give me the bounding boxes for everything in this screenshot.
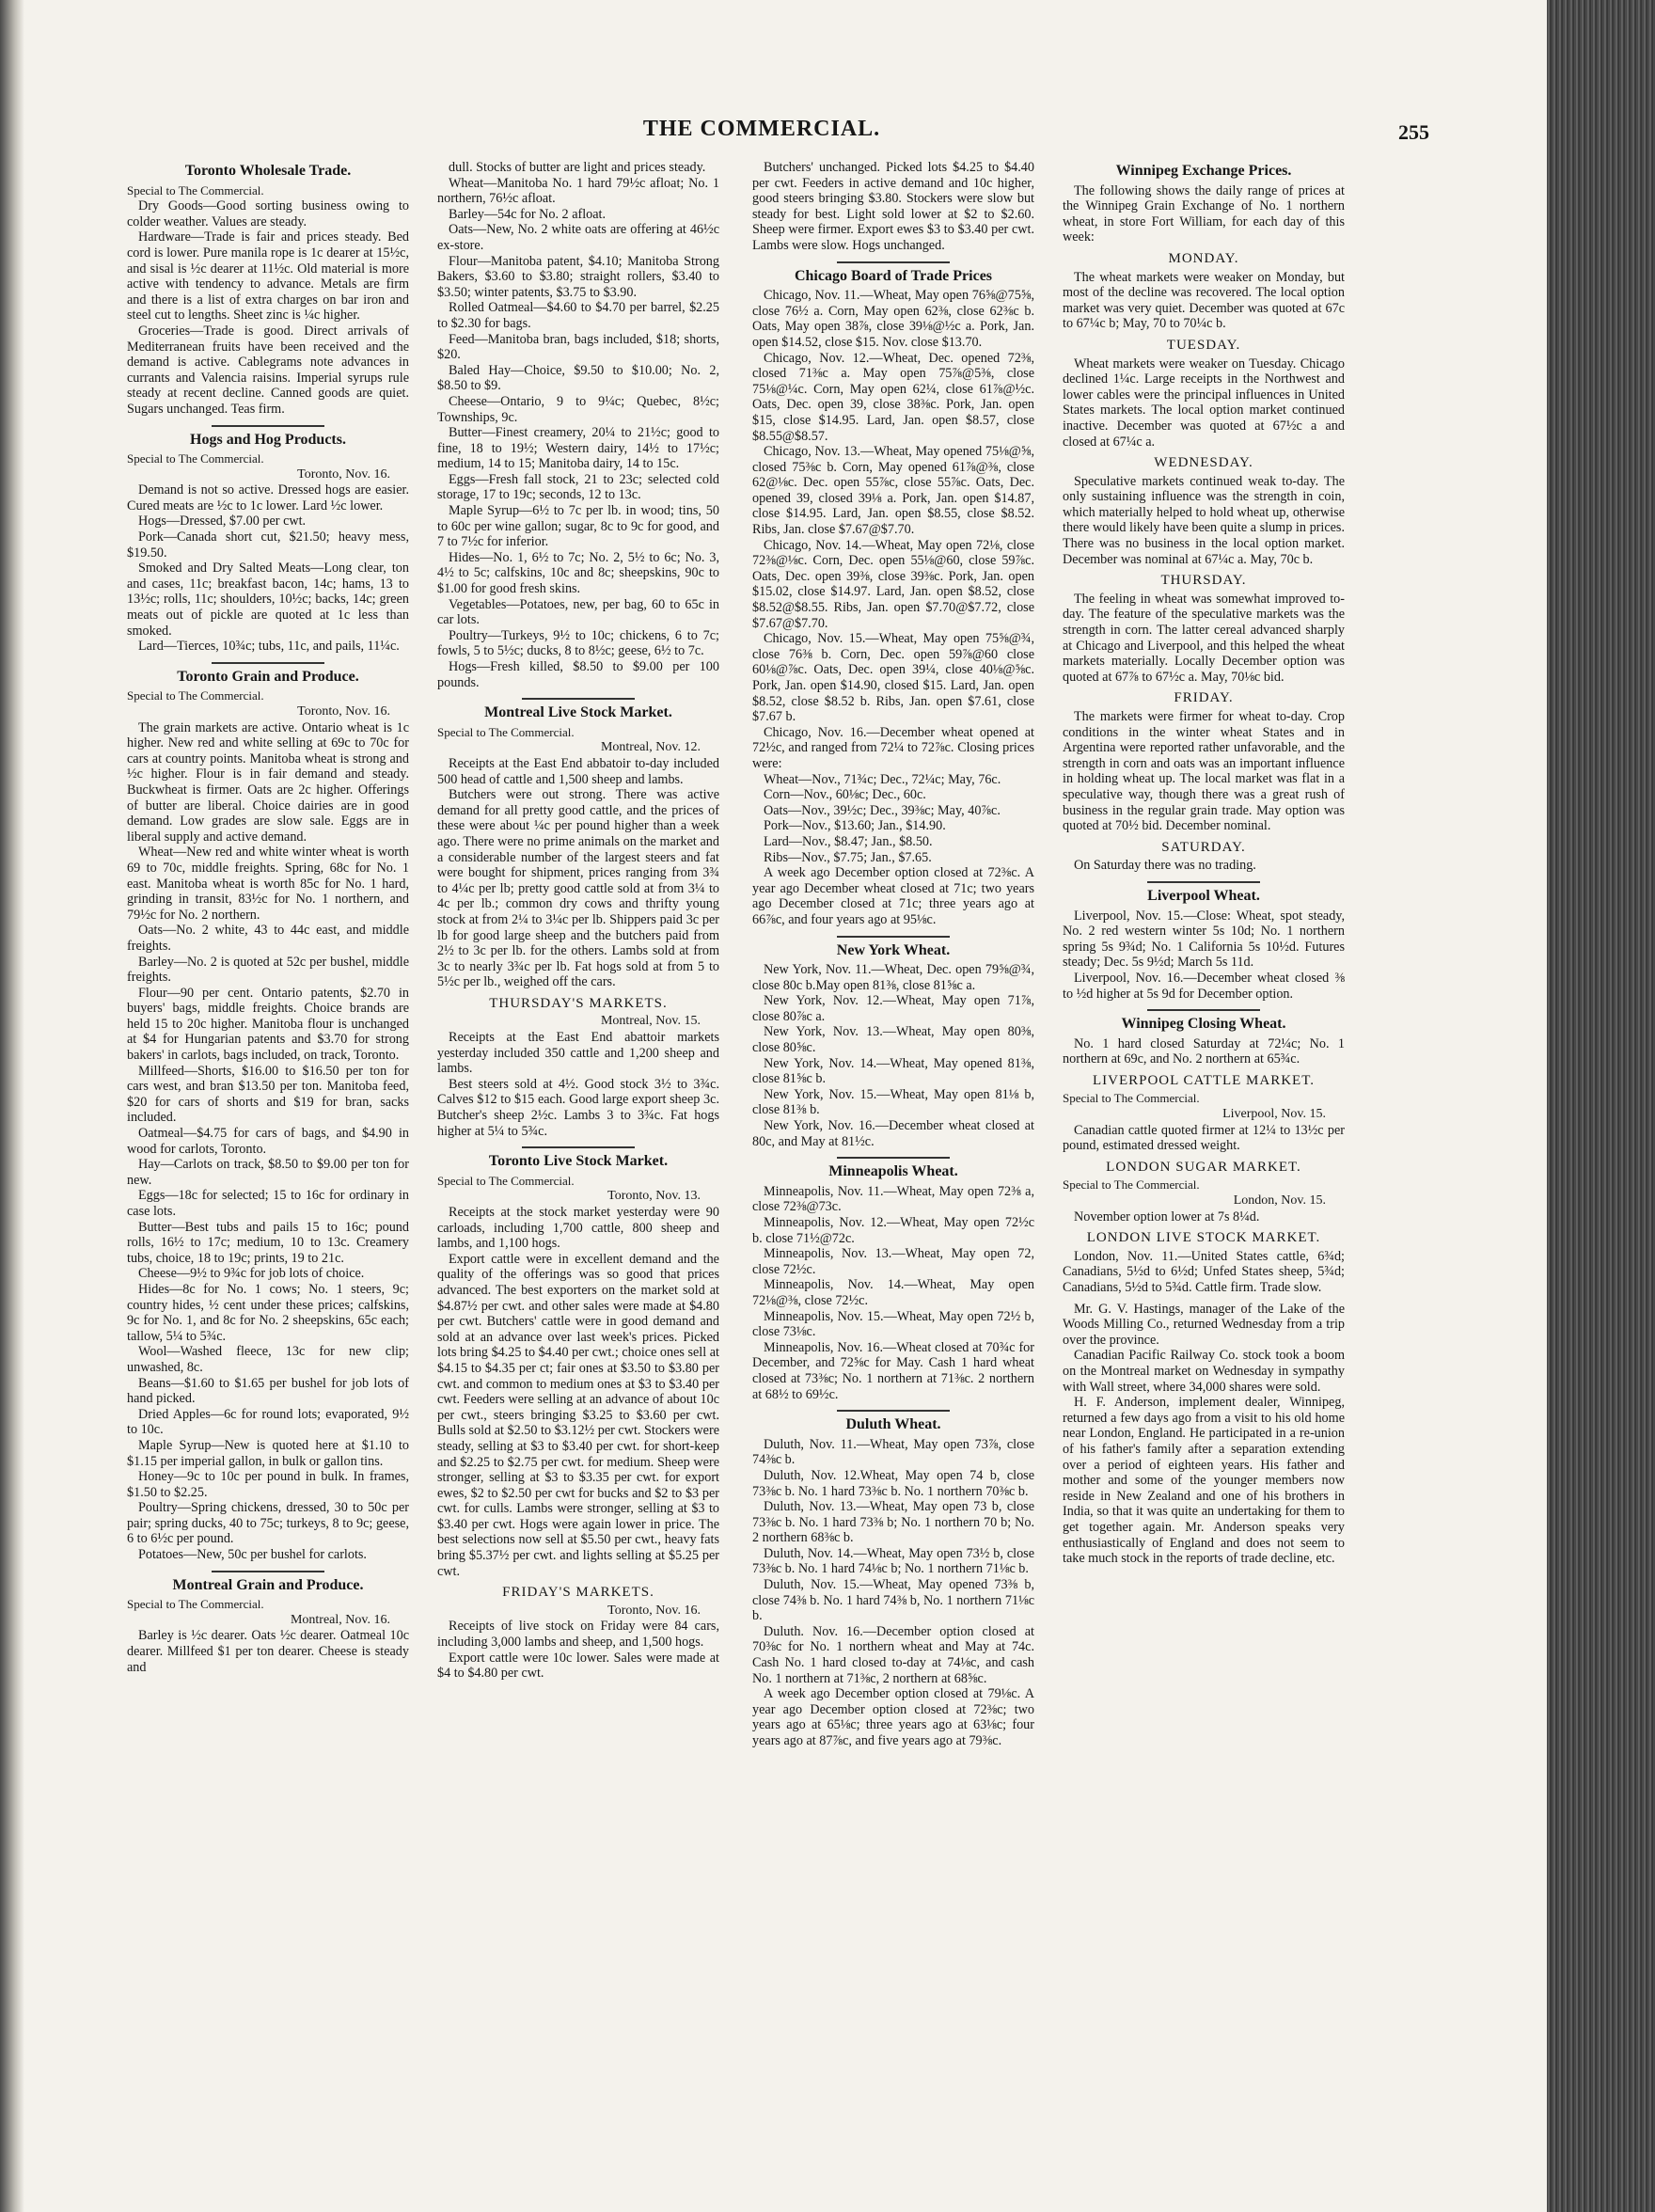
article [1063, 1302, 1345, 1567]
paragraph: Pork—Canada short cut, $21.50; heavy mess, $19.50. [127, 529, 409, 561]
paragraph: Baled Hay—Choice, $9.50 to $10.00; No. 2, $8.50 to $9. [437, 362, 719, 394]
byline: Special to The Commercial. [127, 451, 264, 466]
paragraph: Eggs—18c for selected; 15 to 16c for ordinary in case lots. [127, 1188, 409, 1219]
article [437, 996, 719, 1139]
article [752, 1164, 1034, 1402]
byline: Special to The Commercial. [127, 688, 264, 703]
paragraph: Honey—9c to 10c per pound in bulk. In frames, $1.50 to $2.25. [127, 1469, 409, 1500]
paragraph: Liverpool, Nov. 16.—December wheat closed ⅜ to ½d higher at 5s 9d for December option. [1063, 970, 1345, 1002]
article [1063, 455, 1345, 567]
column-3 [752, 160, 1034, 2172]
paragraph: Minneapolis, Nov. 14.—Wheat, May open 72⅛@⅜, close 72½c. [752, 1277, 1034, 1308]
paragraph: Hay—Carlots on track, $8.50 to $9.00 per ton for new. [127, 1157, 409, 1188]
column-rule [522, 1146, 635, 1148]
article-headline: Montreal Live Stock Market. [484, 704, 672, 721]
paragraph: Beans—$1.60 to $1.65 per bushel for job lots of hand picked. [127, 1375, 409, 1407]
article [127, 670, 409, 1563]
byline: Special to The Commercial. [1063, 1091, 1200, 1106]
paragraph: Minneapolis, Nov. 15.—Wheat, May open 72½ b, close 73⅛c. [752, 1308, 1034, 1340]
paragraph: Lard—Tierces, 10¾c; tubs, 11c, and pails, 11¼c. [138, 639, 400, 655]
article-headline: New York Wheat. [836, 941, 951, 958]
dateline: Montreal, Nov. 16. [290, 1612, 390, 1627]
paragraph: Dried Apples—6c for round lots; evaporated, 9½ to 10c. [127, 1406, 409, 1438]
byline: Special to The Commercial. [1063, 1177, 1200, 1193]
paragraph: Flour—Manitoba patent, $4.10; Manitoba Strong Bakers, $3.60 to $3.80; straight rollers, $3.40 to $3.50; winter patents, $3.75 to $3.90. [437, 253, 719, 300]
column-rule [1147, 881, 1260, 883]
paragraph: Oatmeal—$4.75 for cars of bags, and $4.90 in wood for carlots, Toronto. [127, 1126, 409, 1157]
paragraph: New York, Nov. 12.—Wheat, May open 71⅞, close 80⅞c a. [752, 993, 1034, 1024]
article-headline: Chicago Board of Trade Prices [794, 267, 993, 284]
paragraph: Minneapolis, Nov. 12.—Wheat, May open 72½c b. close 71½@72c. [752, 1215, 1034, 1246]
dateline: Toronto, Nov. 16. [297, 466, 390, 482]
running-head: THE COMMERCIAL. [642, 117, 881, 141]
paragraph: The feeling in wheat was somewhat improved to-day. The feature of the speculative markets was the strength in corn. The latter cereal advanced sharply at Chicago and Liverpool, and this helped the wheat markets materially. Locally December option was quoted at 67⅞ to 67½c a. May, 70⅛c bid. [1063, 591, 1345, 685]
column-rule [212, 425, 324, 427]
article-headline: Duluth Wheat. [845, 1416, 941, 1433]
article-headline: Toronto Grain and Produce. [177, 668, 359, 685]
byline: Special to The Commercial. [437, 1173, 575, 1188]
paragraph: Potatoes—New, 50c per bushel for carlots. [138, 1547, 367, 1563]
column-rule [1147, 1009, 1260, 1011]
paragraph: Wheat—Manitoba No. 1 hard 79½c afloat; No. 1 northern, 76½c afloat. [437, 175, 719, 207]
paragraph: Butter—Best tubs and pails 15 to 16c; pound rolls, 16½ to 17c; medium, 10 to 13c. Creamery tubs, choice, 18 to 19c; prints, 19 to 21c. [127, 1219, 409, 1266]
paragraph: The wheat markets were weaker on Monday, but most of the decline was recovered. The local option market was very quiet. December was quoted at 67c to 67¼c b; May, 70 to 70¼c b. [1063, 269, 1345, 332]
article [437, 160, 719, 690]
article-headline: Minneapolis Wheat. [828, 1163, 958, 1180]
paragraph: Barley is ½c dearer. Oats ½c dearer. Oatmeal 10c dearer. Millfeed $1 per ton dearer. Cheese is steady and [127, 1628, 409, 1675]
paragraph: Oats—Nov., 39½c; Dec., 39⅜c; May, 40⅞c. [764, 802, 1001, 818]
paragraph: Vegetables—Potatoes, new, per bag, 60 to 65c in car lots. [437, 596, 719, 628]
dateline: Montreal, Nov. 15. [600, 1014, 701, 1029]
section-subhead: THURSDAY. [1160, 573, 1247, 589]
column-rule [837, 1410, 950, 1412]
paragraph: Smoked and Dry Salted Meats—Long clear, ton and cases, 11c; breakfast bacon, 14c; hams, 13 to 13½c; rolls, 11c; shoulders, 10½c; backs, 14c; green meats out of pickle are quoted at 1c less than smoked. [127, 561, 409, 639]
paragraph: No. 1 hard closed Saturday at 72¼c; No. 1 northern at 69c, and No. 2 northern at 65¾c. [1063, 1035, 1345, 1067]
paragraph: Demand is not so active. Dressed hogs are easier. Cured meats are ½c to 1c lower. Lard ½c lower. [127, 482, 409, 514]
paragraph: Dry Goods—Good sorting business owing to colder weather. Values are steady. [127, 198, 409, 229]
paragraph: Chicago, Nov. 11.—Wheat, May open 76⅝@75⅝, close 76½ a. Corn, May open 62⅜, close 62⅜c b. Oats, May open 38⅞, close 39⅛@½c a. Pork, Jan. open $14.52, close $15. Nov. close $13.70. [752, 288, 1034, 350]
paragraph: On Saturday there was no trading. [1074, 858, 1256, 874]
paragraph: Receipts of live stock on Friday were 84 cars, including 3,000 lambs and sheep, and 1,500 hogs. [437, 1619, 719, 1651]
article-headline: Winnipeg Exchange Prices. [1115, 163, 1292, 179]
paragraph: Chicago, Nov. 13.—Wheat, May opened 75⅛@⅝, closed 75⅜c b. Corn, May opened 61⅞@⅜, close 62@⅛c. Dec. open 55⅞c, close 55⅞c. Oats, Dec. opened 39, closed 39⅛ a. Pork, Jan. open $14.87, close $14.95. Lard, Jan. open $8.55, close $8.52. Ribs, Jan. close $7.67@$7.70. [752, 444, 1034, 538]
paragraph: Best steers sold at 4½. Good stock 3½ to 3¾c. Calves $12 to $15 each. Good large export sheep 3c. Butcher's sheep 2½c. Lambs 3 to 3¾c. Fat hogs higher at 5¼ to 5¾c. [437, 1076, 719, 1139]
paragraph: Maple Syrup—6½ to 7c per lb. in wood; tins, 50 to 60c per wine gallon; sugar, 8c to 9c for good, and 7 to 7½c for inferior. [437, 503, 719, 550]
paragraph: Minneapolis, Nov. 11.—Wheat, May open 72⅜ a, close 72⅜@73c. [752, 1183, 1034, 1215]
column-2 [437, 160, 719, 2172]
paragraph: Hogs—Dressed, $7.00 per cwt. [138, 514, 307, 529]
paragraph: Wheat—Nov., 71¾c; Dec., 72¼c; May, 76c. [764, 771, 1001, 787]
article [127, 433, 409, 655]
paragraph: Barley—No. 2 is quoted at 52c per bushel, middle freights. [127, 954, 409, 986]
dateline: Montreal, Nov. 12. [600, 740, 701, 755]
article [437, 705, 719, 990]
column-1 [127, 160, 409, 2172]
article-headline: Hogs and Hog Products. [190, 431, 346, 448]
column-rule [212, 1571, 324, 1572]
column-rule [837, 936, 950, 938]
paragraph: New York, Nov. 15.—Wheat, May open 81⅛ b, close 81⅜ b. [752, 1086, 1034, 1118]
paragraph: A week ago December option closed at 72⅜c. A year ago December wheat closed at 71c; two years ago December closed at 71c; three years ago at 66⅞c, and four years ago at 95⅛c. [752, 865, 1034, 927]
paragraph: Maple Syrup—New is quoted here at $1.10 to $1.15 per imperial gallon, in bulk or gallon tins. [127, 1437, 409, 1469]
paragraph: Poultry—Turkeys, 9½ to 10c; chickens, 6 to 7c; fowls, 5 to 5½c; ducks, 8 to 8½c; geese, 6½ to 7c. [437, 627, 719, 659]
article [1063, 573, 1345, 685]
paragraph: Duluth, Nov. 11.—Wheat, May open 73⅞, close 74⅜c b. [752, 1436, 1034, 1468]
paragraph: Lard—Nov., $8.47; Jan., $8.50. [764, 833, 933, 849]
byline: Special to The Commercial. [127, 1597, 264, 1612]
article [1063, 690, 1345, 833]
article [752, 160, 1034, 254]
paragraph: Hides—No. 1, 6½ to 7c; No. 2, 5½ to 6c; No. 3, 4½ to 5c; calfskins, 10c and 8c; sheepskins, 90c to $1.00 for good fresh skins. [437, 549, 719, 597]
paragraph: Butchers were out strong. There was active demand for all pretty good cattle, and the prices of these were about ¼c per pound higher than a week ago. There were no prime animals on the market and a considerable number of the largest steers and fat were bought for shipment, prices ranging from 3¾ to 4¼c per lb; pretty good cattle sold at from 3¼ to 4c per lb.; common dry cows and thrifty young stock at from 2¼ to 3¼c per lb. Shippers paid 3c per lb for good large sheep and the butchers paid from 2½ to 3c per lb. for the others. Lambs sold at from 3c to nearly 3¾c per lb. Fat hogs sold at from 5 to 5½c per lb., weighed off the cars. [437, 787, 719, 990]
article [752, 1417, 1034, 1748]
paragraph: Butchers' unchanged. Picked lots $4.25 to $4.40 per cwt. Feeders in active demand and 10c higher, good steers bringing $3.80. Stockers were slow but steady for best. Light sold lower at $2 to $2.60. Sheep were firmer. Export ewes $3 to $3.40 per cwt. Lambs were slow. Hogs unchanged. [752, 160, 1034, 253]
article [1063, 840, 1345, 874]
article-headline: Toronto Live Stock Market. [488, 1153, 669, 1170]
paragraph: New York, Nov. 13.—Wheat, May open 80⅜, close 80⅝c. [752, 1024, 1034, 1056]
article [1063, 1073, 1345, 1154]
paragraph: Minneapolis, Nov. 16.—Wheat closed at 70¾c for December, and 72⅝c for May. Cash 1 hard wheat closed at 73⅜c; No. 1 northern at 71⅜c. 2 northern at 68½ to 69½c. [752, 1339, 1034, 1402]
paragraph: Eggs—Fresh fall stock, 21 to 23c; selected cold storage, 17 to 19c; seconds, 12 to 13c. [437, 471, 719, 503]
section-subhead: LONDON SUGAR MARKET. [1106, 1159, 1301, 1175]
paragraph: Receipts at the East End abbatoir to-day included 500 head of cattle and 1,500 sheep and lambs. [437, 755, 719, 787]
paragraph: Canadian Pacific Railway Co. stock took a boom on the Montreal market on Wednesday in sympathy with Wall street, where 34,000 shares were sold. [1063, 1348, 1345, 1395]
article [752, 269, 1034, 928]
section-subhead: LONDON LIVE STOCK MARKET. [1086, 1230, 1321, 1246]
byline: Special to The Commercial. [127, 182, 264, 198]
book-page-edges [1547, 0, 1655, 2212]
page-header [94, 117, 1429, 154]
paragraph: Chicago, Nov. 12.—Wheat, Dec. opened 72⅜, closed 71⅜c a. May open 75⅞@5⅜, close 75⅛@¼c. Corn, May open 62¼, close 61⅞@½c. Oats, Dec. open 39, close 38⅜c. Pork, Jan. open $15, close $14.95. Lard, Jan. open $8.57, close $8.55@$8.57. [752, 350, 1034, 444]
paragraph: Groceries—Trade is good. Direct arrivals of Mediterranean fruits have been received and the demand is active. Cablegrams note advances in currants and Valencia raisins. Imperial syrups rule steady at recent decline. Canned goods are quiet. Sugars unchanged. Teas firm. [127, 323, 409, 417]
paragraph: Butter—Finest creamery, 20¼ to 21½c; good to fine, 18 to 19½; Western dairy, 14½ to 17½c; medium, 14 to 15; Manitoba dairy, 14 to 15c. [437, 425, 719, 472]
section-subhead: MONDAY. [1168, 250, 1239, 266]
article [1063, 1160, 1345, 1224]
column-rule [212, 662, 324, 664]
paragraph: Wheat markets were weaker on Tuesday. Chicago declined 1¼c. Large receipts in the Northwest and lower cables were the principal influences in United States markets. The local option market continued inactive. December was quoted at 67½c a and closed at 67¼c a. [1063, 356, 1345, 450]
paragraph: Chicago, Nov. 16.—December wheat opened at 72½c, and ranged from 72¼ to 72⅞c. Closing prices were: [752, 724, 1034, 771]
paragraph: Feed—Manitoba bran, bags included, $18; shorts, $20. [437, 331, 719, 363]
paragraph: Duluth. Nov. 16.—December option closed at 70⅜c for No. 1 northern wheat and May at 74c. Cash No. 1 hard closed to-day at 74⅛c, and cash No. 1 northern at 71⅜c, 2 northern at 68⅝c. [752, 1623, 1034, 1686]
dateline: Toronto, Nov. 16. [607, 1603, 701, 1618]
section-subhead: TUESDAY. [1166, 337, 1241, 353]
paragraph: dull. Stocks of butter are light and prices steady. [449, 160, 706, 175]
paragraph: Receipts at the East End abattoir markets yesterday included 350 cattle and 1,200 sheep and lambs. [437, 1030, 719, 1077]
paragraph: Export cattle were 10c lower. Sales were made at $4 to $4.80 per cwt. [437, 1650, 719, 1682]
article [1063, 338, 1345, 450]
dateline: Toronto, Nov. 13. [607, 1189, 701, 1204]
paragraph: Millfeed—Shorts, $16.00 to $16.50 per ton for cars west, and bran $13.50 per ton. Manitoba feed, $20 for cars of shorts and $19 for bran, sacks included. [127, 1063, 409, 1126]
article [1063, 251, 1345, 332]
paragraph: Receipts at the stock market yesterday were 90 carloads, including 1,700 cattle, 800 sheep and lambs, and 1,100 hogs. [437, 1205, 719, 1252]
paragraph: November option lower at 7s 8¼d. [1074, 1209, 1260, 1224]
paragraph: A week ago December option closed at 79⅛c. A year ago December option closed at 72⅜c; two years ago at 65⅛c; three years ago at 63⅛c; four years ago at 87⅞c, and five years ago at 79⅜c. [752, 1686, 1034, 1748]
section-subhead: FRIDAY'S MARKETS. [502, 1585, 654, 1601]
article [1063, 1230, 1345, 1295]
paragraph: Oats—No. 2 white, 43 to 44c east, and middle freights. [127, 923, 409, 954]
paragraph: Flour—90 per cent. Ontario patents, $2.70 in buyers' bags, middle freights. Choice brands are held 15 to 20c higher. Manitoba flour is unchanged at $4 for Hungarian patents and $3.70 for strong bakers' in carlots, bags included, on track, Toronto. [127, 985, 409, 1064]
paragraph: Mr. G. V. Hastings, manager of the Lake of the Woods Milling Co., returned Wednesday from a trip over the province. [1063, 1301, 1345, 1348]
paragraph: Hardware—Trade is fair and prices steady. Bed cord is lower. Pure manila rope is 1c dearer at 15½c, and sisal is ½c dearer at 11½c. Old material is more active with tendency to advance. Metals are firm and there is a list of extra charges on bar iron and steel cut to lengths. Sheet zinc is ¼c higher. [127, 229, 409, 324]
dateline: Liverpool, Nov. 15. [1222, 1107, 1326, 1122]
paragraph: Export cattle were in excellent demand and the quality of the offerings was so good that prices advanced. The best exporters on the market sold at $4.87½ per cwt. and other sales were made at $4.80 per cwt. Butchers' cattle were in good demand and sold at an advance over last week's prices. Picked lots bring $4.25 to $4.40 per cwt.; choice ones sell at $4.15 to $4.35 per ct; fair ones at $3.50 to $3.80 per cwt. and common to medium ones at $3 to $3.40 per cwt. Feeders were selling at an advance of about 10c per cwt., steers bringing $3.25 to $3.60 per cwt. Bulls sold at $2.50 to $3.12½ per cwt. Stockers were steady, selling at $3 to $3.40 per cwt. for short-keep and $2.25 to $2.75 per cwt. for medium. Sheep were stronger, selling at $3 to $3.35 per cwt. for export ewes, $2 to $2.50 per cwt for bucks and $2 to $3 per cwt. for culls. Lambs were stronger, selling at $3 to $3.40 per cwt. Hogs were again lower in price. The best selections now sell at $5.50 per cwt., heavy fats bring $5.37½ per cwt. and lights selling at $5.25 per cwt. [437, 1251, 719, 1579]
column-rule [837, 1157, 950, 1159]
paragraph: New York, Nov. 14.—Wheat, May opened 81⅜, close 81⅝c b. [752, 1055, 1034, 1087]
section-subhead: FRIDAY. [1174, 690, 1234, 706]
article-headline: Liverpool Wheat. [1147, 887, 1260, 904]
article-headline: Montreal Grain and Produce. [172, 1576, 364, 1593]
paragraph: The grain markets are active. Ontario wheat is 1c higher. New red and white selling at 69c to 70c for cars at country points. Manitoba wheat is strong and ½c higher. Flour is in fair demand and steady. Buckwheat is firmer. Oats are 2c higher. Offerings of butter are liberal. Choice dairies are in good demand. Low grades are slow sale. Eggs are in liberal supply and active demand. [127, 719, 409, 845]
section-subhead: SATURDAY. [1161, 839, 1246, 855]
paragraph: Minneapolis, Nov. 13.—Wheat, May open 72, close 72½c. [752, 1246, 1034, 1277]
article [127, 1578, 409, 1676]
paragraph: London, Nov. 11.—United States cattle, 6¾d; Canadians, 5½d to 6½d; Unfed States sheep, 5¾d; Canadians, 5½d to 5¾d. Cattle firm. Trade slow. [1063, 1248, 1345, 1295]
paragraph: Poultry—Spring chickens, dressed, 30 to 50c per pair; spring ducks, 40 to 75c; turkeys, 8 to 9c; geese, 6 to 6½c per pound. [127, 1500, 409, 1547]
section-subhead: WEDNESDAY. [1154, 455, 1253, 471]
paragraph: Rolled Oatmeal—$4.60 to $4.70 per barrel, $2.25 to $2.30 for bags. [437, 300, 719, 331]
paragraph: H. F. Anderson, implement dealer, Winnipeg, returned a few days ago from a visit to his old home near London, England. He participated in a re-union of his father's family after a separation extending over a period of eighteen years. His father and mother and some of the younger members now reside in New Zealand and one of his brothers in India, so that it was quite an undertaking for them to get together again. Mr. Anderson speaks very enthusiastically of England and does not seem to take much stock in the reports of trade decline, etc. [1063, 1395, 1345, 1567]
paragraph: Barley—54c for No. 2 afloat. [449, 206, 607, 222]
paragraph: Chicago, Nov. 15.—Wheat, May open 75⅝@¾, close 76⅜ b. Corn, Dec. open 59⅞@60 close 60⅛@⅞c. Oats, Dec. open 39¼, close 40⅛@⅝c. Pork, Jan. open $14.90, closed $15. Lard, Jan. open $8.52, close $8.52 b. Ribs, Jan. open $7.61, close $7.67 b. [752, 631, 1034, 725]
paragraph: Liverpool, Nov. 15.—Close: Wheat, spot steady, No. 2 red western winter 5s 10d; No. 1 northern spring 5s 9¾d; No. 1 California 5s 10½d. Futures steady; Dec. 5s 9½d; March 5s 11d. [1063, 908, 1345, 971]
paragraph: New York, Nov. 11.—Wheat, Dec. open 79⅝@¾, close 80c b.May open 81⅜, close 81⅝c a. [752, 962, 1034, 993]
article [752, 943, 1034, 1150]
paragraph: Pork—Nov., $13.60; Jan., $14.90. [764, 818, 946, 834]
paragraph: Ribs—Nov., $7.75; Jan., $7.65. [764, 849, 932, 865]
page-binding-shadow [0, 0, 24, 2212]
paragraph: Duluth, Nov. 12.Wheat, May open 74 b, close 73⅜c b. No. 1 hard 73⅜c b. No. 1 northern 70⅜c b. [752, 1467, 1034, 1499]
article [1063, 164, 1345, 245]
dateline: London, Nov. 15. [1233, 1193, 1326, 1209]
paragraph: Duluth, Nov. 14.—Wheat, May open 73½ b, close 73⅜c b. No. 1 hard 74⅛c b; No. 1 northern 71⅛c b. [752, 1545, 1034, 1577]
article [1063, 1017, 1345, 1067]
paragraph: Duluth, Nov. 15.—Wheat, May opened 73⅜ b, close 74⅜ b. No. 1 hard 74⅜ b, No. 1 northern 71⅛c b. [752, 1577, 1034, 1624]
article [437, 1154, 719, 1579]
column-rule [522, 698, 635, 700]
section-subhead: LIVERPOOL CATTLE MARKET. [1092, 1072, 1316, 1088]
column-4 [1063, 160, 1345, 2172]
paragraph: Speculative markets continued weak to-day. The only sustaining influence was the strength in coin, which materially helped to hold wheat up, otherwise there would likely have been quite a slump in prices. There was no business in the local option market. December was nominal at 67¼c a. May, 70c b. [1063, 473, 1345, 567]
paragraph: Wheat—New red and white winter wheat is worth 69 to 70c, middle freights. Spring, 68c for No. 1 east. Manitoba wheat is worth 85c for No. 1 hard, grinding in transit, 83½c for No. 1 northern, and 79½c for No. 2 northern. [127, 845, 409, 923]
paragraph: Cheese—Ontario, 9 to 9¼c; Quebec, 8½c; Townships, 9c. [437, 393, 719, 425]
paragraph: Canadian cattle quoted firmer at 12¼ to 13½c per pound, estimated dressed weight. [1063, 1122, 1345, 1154]
paragraph: Corn—Nov., 60⅛c; Dec., 60c. [764, 787, 926, 803]
paragraph: The following shows the daily range of prices at the Winnipeg Grain Exchange of No. 1 northern wheat, in store Fort William, for each day of this week: [1063, 182, 1345, 245]
article [127, 164, 409, 418]
article-headline: Toronto Wholesale Trade. [184, 163, 352, 179]
paragraph: New York, Nov. 16.—December wheat closed at 80c, and May at 81½c. [752, 1118, 1034, 1149]
column-rule [837, 261, 950, 263]
paragraph: Cheese—9½ to 9¾c for job lots of choice. [138, 1266, 365, 1282]
article-headline: Winnipeg Closing Wheat. [1121, 1016, 1286, 1033]
paragraph: Oats—New, No. 2 white oats are offering at 46½c ex-store. [437, 222, 719, 253]
paragraph: Wool—Washed fleece, 13c for new clip; unwashed, 8c. [127, 1344, 409, 1375]
paragraph: Duluth, Nov. 13.—Wheat, May open 73 b, close 73⅜c b. No. 1 hard 73⅜ b; No. 1 northern 70 b; No. 2 northern 68⅜c b. [752, 1499, 1034, 1546]
paragraph: Hides—8c for No. 1 cows; No. 1 steers, 9c; country hides, ½ cent under these prices; calfskins, 9c for No. 1, and 8c for No. 2 sheepskins, 65c each; tallow, 5¼ to 5¾c. [127, 1281, 409, 1344]
dateline: Toronto, Nov. 16. [297, 704, 390, 719]
page-number: 255 [1398, 120, 1429, 144]
byline: Special to The Commercial. [437, 724, 575, 739]
article [437, 1585, 719, 1682]
paragraph: The markets were firmer for wheat to-day. Crop conditions in the winter wheat States and in Argentina were reported rather unfavorable, and the strength in corn and oats was an important influence in holding wheat up. The local market was flat in a speculative way, though there was a great rush of business in the regular grain trade. May option was quoted at 70½ bid. December nominal. [1063, 709, 1345, 834]
paragraph: Hogs—Fresh killed, $8.50 to $9.00 per 100 pounds. [437, 659, 719, 690]
section-subhead: THURSDAY'S MARKETS. [489, 995, 668, 1011]
paragraph: Chicago, Nov. 14.—Wheat, May open 72⅛, close 72⅜@⅛c. Corn, Dec. open 55⅛@60, close 59⅞c. Oats, Dec. open 39⅜, close 39⅜c. Pork, Jan. open $15.02, close $14.97. Lard, Jan. open $8.52, close $8.52@$8.55. Ribs, Jan. open $7.70@$7.72, close $7.67@$7.70. [752, 537, 1034, 631]
article [1063, 889, 1345, 1002]
